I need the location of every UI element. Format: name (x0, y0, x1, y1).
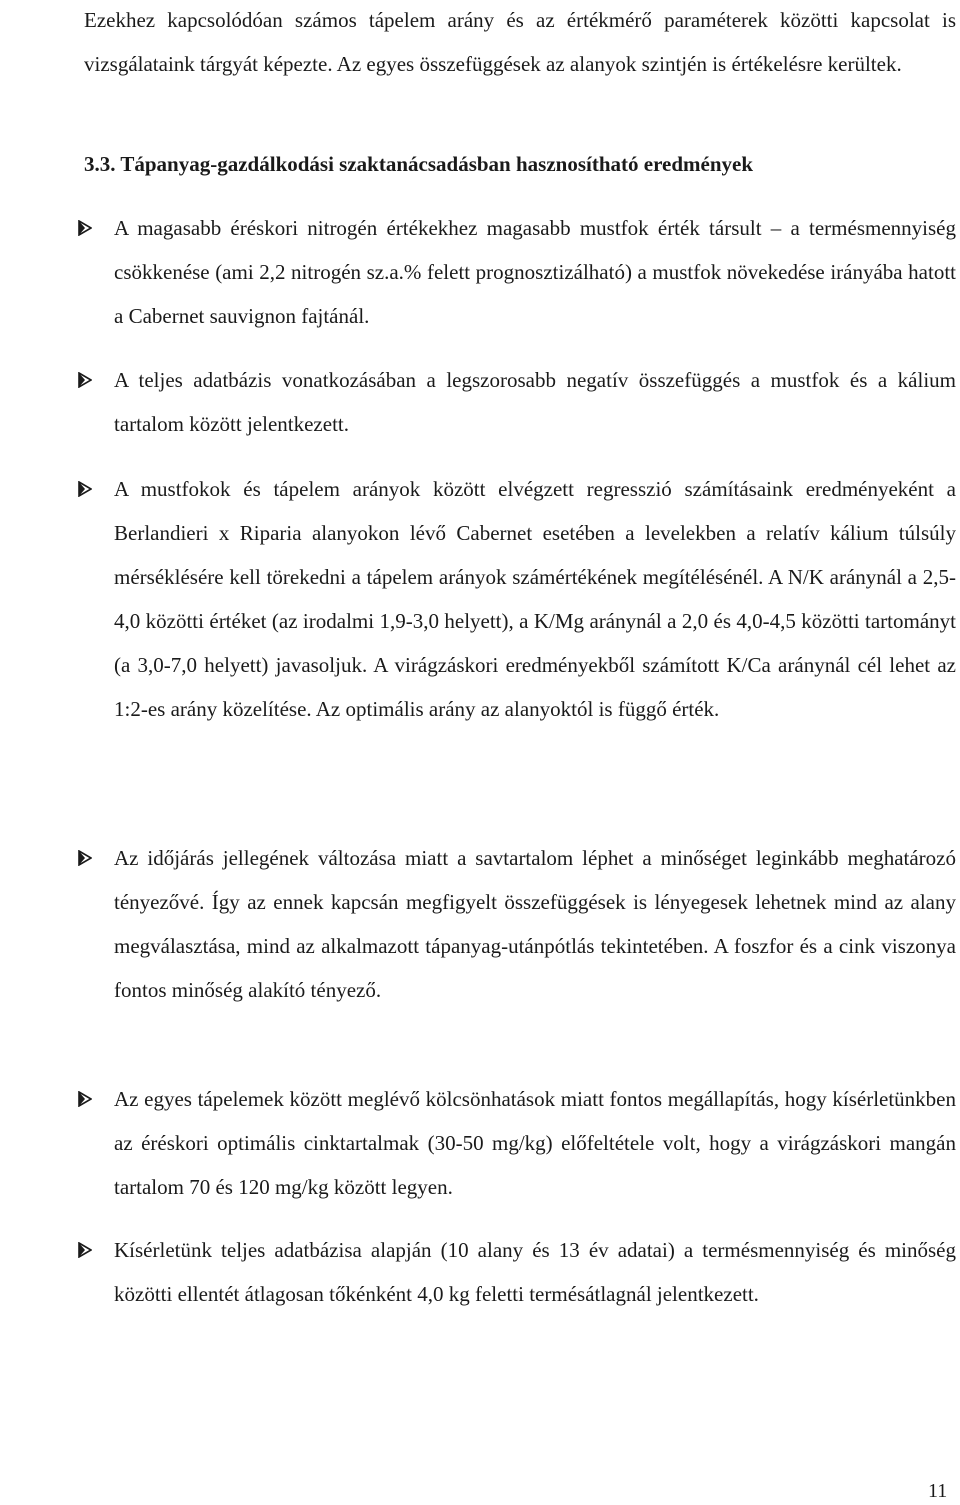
arrowhead-bullet-icon (78, 358, 114, 402)
bullet-item (78, 1077, 956, 1209)
bullet-text: A mustfokok és tápelem arányok között elvégzett regresszió számításaink eredményeként a Berlandieri x Riparia alanyokon lévő Cabernet esetében a levelekben a relatív kálium túlsúly mérséklésére kell törekedni a tápelem arányok számértékének megítélésénél. A N/K aránynál a 2,5-4,0 közötti értéket (az irodalmi 1,9-3,0 helyett), a K/Mg aránynál a 2,0 és 4,0-4,5 közötti tartományt (a 3,0-7,0 helyett) javasoljuk. A virágzáskori eredményekből számított K/Ca aránynál cél lehet az 1:2-es arány közelítése. Az optimális arány az alanyoktól is függő érték. (114, 477, 956, 721)
bullet-item (78, 206, 956, 338)
bullet-item (78, 1228, 956, 1316)
bullet-text: Az egyes tápelemek között meglévő kölcsönhatások miatt fontos megállapítás, hogy kísérletünkben az éréskori optimális cinktartalmak (30-50 mg/kg) előfeltétele volt, hogy a virágzáskori mangán tartalom 70 és 120 mg/kg között legyen. (114, 1087, 956, 1199)
bullet-item (78, 467, 956, 731)
page-number: 11 (928, 1480, 948, 1502)
bullet-item (78, 358, 956, 446)
arrowhead-bullet-icon (78, 1228, 114, 1272)
bullet-text: A teljes adatbázis vonatkozásában a legszorosabb negatív összefüggés a mustfok és a kálium tartalom között jelentkezett. (114, 368, 956, 436)
section-heading: 3.3. Tápanyag-gazdálkodási szaktanácsadásban hasznosítható eredmények (84, 152, 754, 176)
bullet-text: A magasabb éréskori nitrogén értékekhez magasabb mustfok érték társult – a termésmennyiség csökkenése (ami 2,2 nitrogén sz.a.% felett prognosztizálható) a mustfok növekedése irányába hatott a Cabernet sauvignon fajtánál. (114, 216, 956, 328)
arrowhead-bullet-icon (78, 836, 114, 880)
arrowhead-bullet-icon (78, 1077, 114, 1121)
bullet-text: Kísérletünk teljes adatbázisa alapján (10 alany és 13 év adatai) a termésmennyiség és minőség közötti ellentét átlagosan tőkénként 4,0 kg feletti termésátlagnál jelentkezett. (114, 1238, 956, 1306)
intro-paragraph: Ezekhez kapcsolódóan számos tápelem arány és az értékmérő paraméterek közötti kapcsolat is vizsgálataink tárgyát képezte. Az egyes összefüggések az alanyok szintjén is értékelésre kerültek. (84, 8, 956, 76)
bullet-item (78, 836, 956, 1012)
arrowhead-bullet-icon (78, 206, 114, 250)
bullet-text: Az időjárás jellegének változása miatt a savtartalom léphet a minőséget leginkább meghatározó tényezővé. Így az ennek kapcsán megfigyelt összefüggések is lényegesek lehetnek mind az alany megválasztása, mind az alkalmazott tápanyag-utánpótlás tekintetében. A foszfor és a cink viszonya fontos minőség alakító tényező. (114, 846, 956, 1002)
arrowhead-bullet-icon (78, 467, 114, 511)
